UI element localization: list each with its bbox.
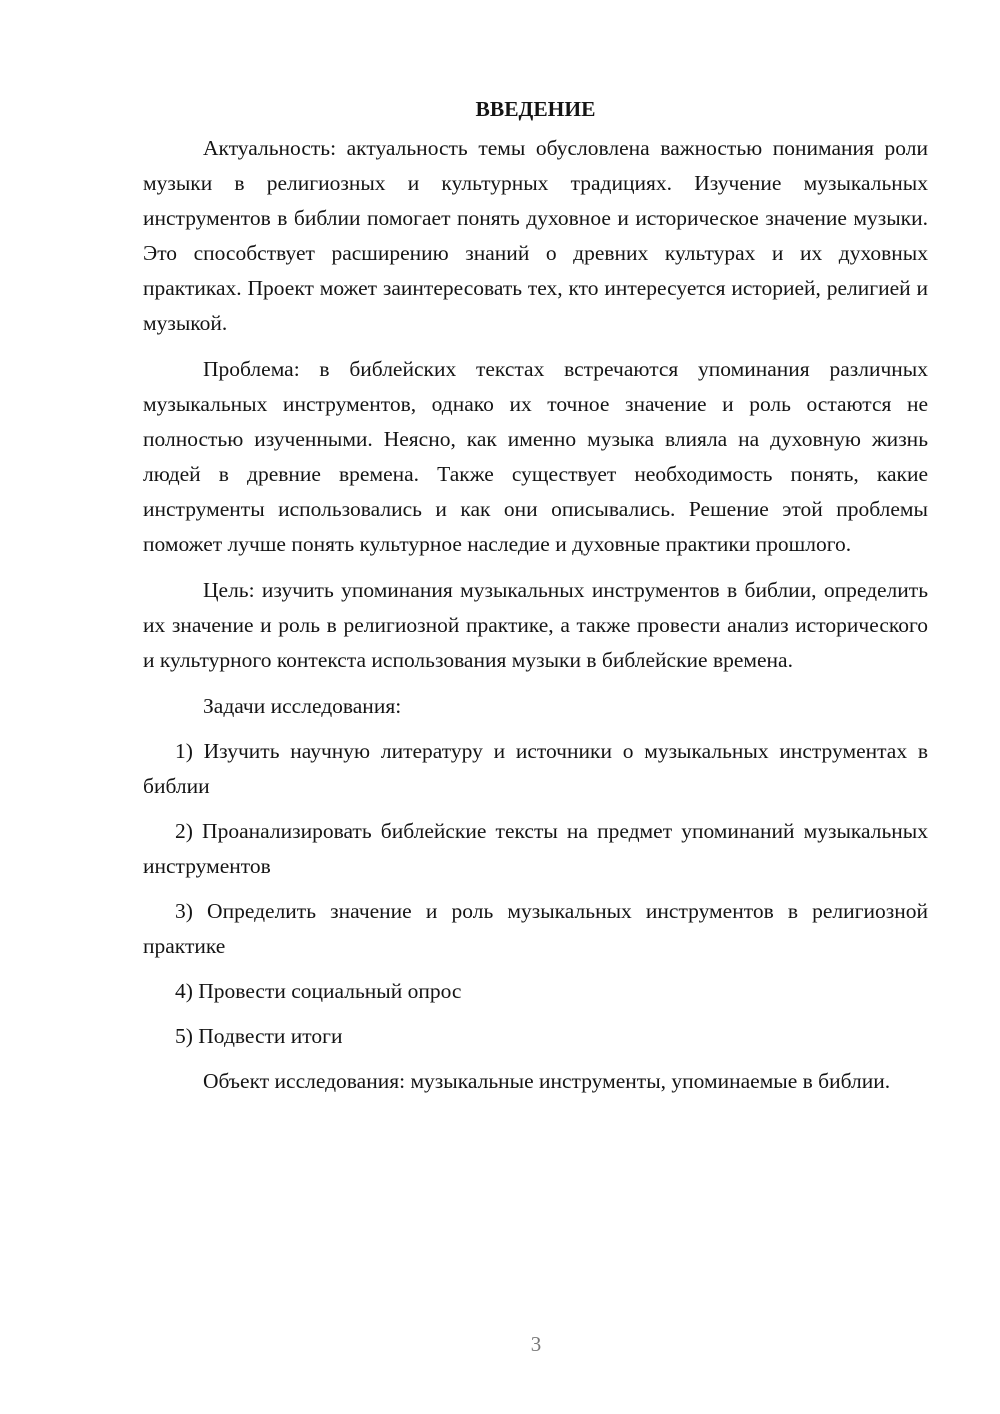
task-item-4: 4) Провести социальный опрос xyxy=(175,979,462,1003)
relevance-paragraph: Актуальность: актуальность темы обусловлена важностью понимания роли музыки в религиозных и культурных традициях. Изучение музыкальных инструментов в библии помогает понять духовное и историческое значение музыки. Это способствует расширению знаний о древних культурах и их духовных практиках. Проект может заинтересовать тех, кто интересуется историей, религией и музыкой. xyxy=(143,136,928,335)
page-body xyxy=(143,92,928,1110)
task-item-1: 1) Изучить научную литературу и источники о музыкальных инструментах в библии xyxy=(143,739,928,798)
object-paragraph: Объект исследования: музыкальные инструменты, упоминаемые в библии. xyxy=(203,1069,891,1093)
goal-paragraph: Цель: изучить упоминания музыкальных инструментов в библии, определить их значение и роль в религиозной практике, а также провести анализ исторического и культурного контекста использования музыки в библейские времена. xyxy=(143,578,928,672)
task-item-5: 5) Подвести итоги xyxy=(175,1024,343,1048)
task-item-2: 2) Проанализировать библейские тексты на предмет упоминаний музыкальных инструментов xyxy=(143,819,928,878)
problem-paragraph: Проблема: в библейских текстах встречаются упоминания различных музыкальных инструментов, однако их точное значение и роль остаются не полностью изученными. Неясно, как именно музыка влияла на духовную жизнь людей в древние времена. Также существует необходимость понять, какие инструменты использовались и как они описывались. Решение этой проблемы поможет лучше понять культурное наследие и духовные практики прошлого. xyxy=(143,357,928,556)
page-title: ВВЕДЕНИЕ xyxy=(475,97,596,121)
tasks-list xyxy=(143,734,928,1054)
page-number: 3 xyxy=(530,1332,542,1356)
tasks-heading: Задачи исследования: xyxy=(203,694,402,718)
task-item-3: 3) Определить значение и роль музыкальных инструментов в религиозной практике xyxy=(143,899,928,958)
